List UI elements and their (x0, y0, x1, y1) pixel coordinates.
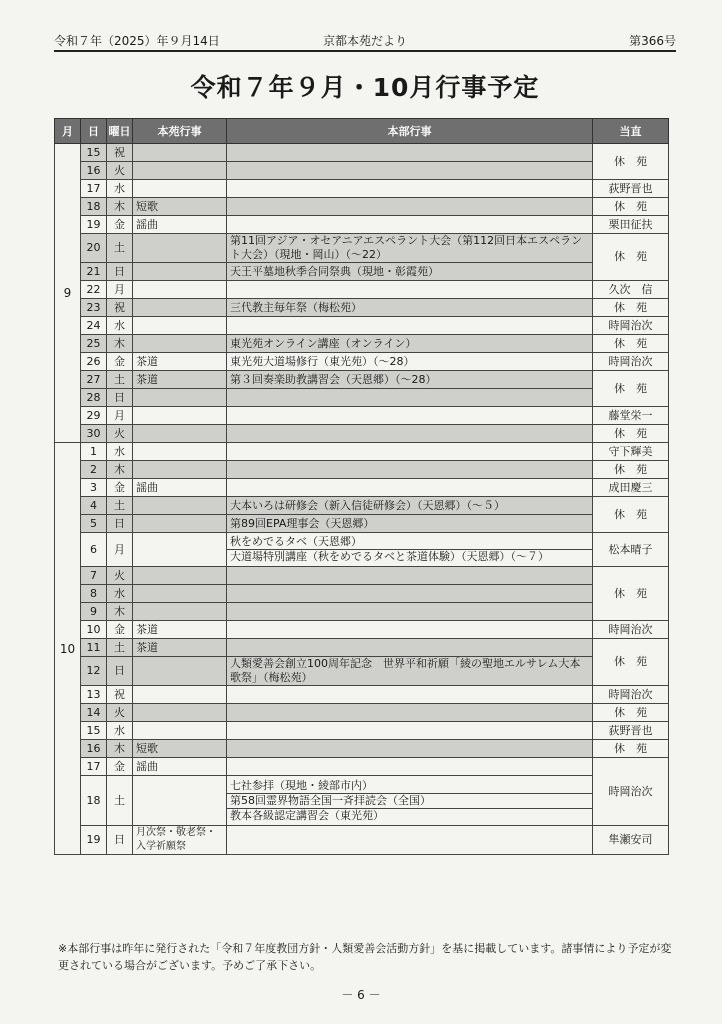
hq-event-cell (227, 585, 593, 603)
weekday-cell: 木 (107, 740, 133, 758)
local-event-cell (133, 461, 227, 479)
day-cell: 15 (81, 144, 107, 162)
day-cell: 27 (81, 371, 107, 389)
table-row (55, 281, 669, 299)
duty-cell: 栗田征扶 (593, 216, 669, 234)
table-row (55, 407, 669, 425)
table-row (55, 639, 669, 657)
hq-event-cell (227, 389, 593, 407)
hq-event-cell (227, 740, 593, 758)
duty-cell: 時岡治次 (593, 621, 669, 639)
day-cell: 17 (81, 758, 107, 776)
hq-event-cell (227, 407, 593, 425)
page-title: 令和７年９月・10月行事予定 (190, 73, 540, 102)
table-row (55, 180, 669, 198)
hq-event-cell (227, 216, 593, 234)
duty-cell: 休 苑 (593, 371, 669, 407)
hq-event: 大本いろは研修会（新入信徒研修会）（天恩郷）（～５） (230, 498, 505, 512)
day-cell: 7 (81, 567, 107, 585)
day-cell: 8 (81, 585, 107, 603)
hq-event-cell (227, 461, 593, 479)
duty-cell: 時岡治次 (593, 353, 669, 371)
table-row (55, 479, 669, 497)
day-cell: 18 (81, 776, 107, 826)
weekday-cell: 日 (107, 263, 133, 281)
issue-date: 令和７年（2025）年９月14日 (54, 34, 220, 48)
page-header (54, 30, 676, 52)
duty-cell: 休 苑 (593, 335, 669, 353)
local-event-cell: 茶道 (133, 371, 227, 389)
hq-event-cell (227, 621, 593, 639)
day-cell: 20 (81, 234, 107, 263)
duty-cell: 松本晴子 (593, 533, 669, 567)
day-cell: 29 (81, 407, 107, 425)
local-event-cell: 謡曲 (133, 758, 227, 776)
local-event-cell (133, 603, 227, 621)
local-event-cell (133, 234, 227, 263)
hq-event: 東光苑オンライン講座（オンライン） (230, 336, 417, 350)
weekday-cell: 金 (107, 353, 133, 371)
local-event-cell (133, 443, 227, 461)
day-cell: 14 (81, 704, 107, 722)
duty-cell: 休 苑 (593, 497, 669, 533)
table-row (55, 776, 669, 826)
day-cell: 11 (81, 639, 107, 657)
weekday-cell: 火 (107, 425, 133, 443)
local-event-cell (133, 425, 227, 443)
weekday-cell: 祝 (107, 144, 133, 162)
weekday-cell: 水 (107, 585, 133, 603)
hq-event: 七社参拝（現地・綾部市内） (230, 778, 373, 792)
schedule-table (54, 118, 669, 855)
col-local-events: 本苑行事 (133, 119, 227, 144)
local-event-cell (133, 263, 227, 281)
hq-event: 三代教主毎年祭（梅松苑） (230, 300, 362, 314)
day-cell: 30 (81, 425, 107, 443)
day-cell: 1 (81, 443, 107, 461)
hq-event-cell (227, 497, 593, 515)
weekday-cell: 日 (107, 515, 133, 533)
day-cell: 16 (81, 740, 107, 758)
hq-event-cell (227, 299, 593, 317)
weekday-cell: 木 (107, 603, 133, 621)
local-event-cell (133, 144, 227, 162)
weekday-cell: 水 (107, 443, 133, 461)
local-event-cell (133, 162, 227, 180)
day-cell: 19 (81, 826, 107, 855)
hq-event-cell (227, 162, 593, 180)
newsletter-name: 京都本苑だより (322, 34, 407, 48)
weekday-cell: 日 (107, 389, 133, 407)
weekday-cell: 水 (107, 317, 133, 335)
duty-cell: 守下輝美 (593, 443, 669, 461)
table-row (55, 567, 669, 585)
hq-event-cell (227, 704, 593, 722)
weekday-cell: 火 (107, 567, 133, 585)
table-row (55, 162, 669, 180)
local-event-cell (133, 686, 227, 704)
local-event-cell (133, 657, 227, 686)
local-event-cell (133, 317, 227, 335)
local-event-cell: 茶道 (133, 621, 227, 639)
hq-event: 第３回奏楽助教講習会（天恩郷）（～28） (230, 372, 437, 386)
day-cell: 28 (81, 389, 107, 407)
table-row (55, 758, 669, 776)
day-cell: 15 (81, 722, 107, 740)
hq-event: 東光苑大道場修行（東光苑）（～28） (230, 354, 415, 368)
hq-event: 第11回アジア・オセアニアエスペラント大会（第112回日本エスペラント大会）（現地・岡山）（～22） (230, 234, 583, 261)
hq-event-cell (227, 758, 593, 776)
hq-event-cell (227, 198, 593, 216)
local-event-cell (133, 335, 227, 353)
page-number: － 6 － (341, 988, 381, 1002)
local-event-cell (133, 585, 227, 603)
day-cell: 10 (81, 621, 107, 639)
hq-event-cell (227, 776, 593, 826)
local-event-cell (133, 722, 227, 740)
weekday-cell: 金 (107, 758, 133, 776)
duty-cell: 隼瀬安司 (593, 826, 669, 855)
duty-cell: 時岡治次 (593, 317, 669, 335)
local-event-cell (133, 567, 227, 585)
day-cell: 22 (81, 281, 107, 299)
weekday-cell: 金 (107, 479, 133, 497)
table-row (55, 389, 669, 407)
duty-cell: 成田慶三 (593, 479, 669, 497)
table-row (55, 686, 669, 704)
weekday-cell: 水 (107, 180, 133, 198)
hq-event-cell (227, 263, 593, 281)
day-cell: 6 (81, 533, 107, 567)
table-row (55, 234, 669, 263)
table-row (55, 740, 669, 758)
local-event-cell (133, 299, 227, 317)
hq-event-cell (227, 353, 593, 371)
local-event-cell: 月次祭・敬老祭・入学祈願祭 (133, 826, 227, 855)
weekday-cell: 土 (107, 234, 133, 263)
hq-event-cell (227, 371, 593, 389)
day-cell: 16 (81, 162, 107, 180)
local-event-cell (133, 497, 227, 515)
local-event-cell (133, 389, 227, 407)
local-event-cell: 茶道 (133, 639, 227, 657)
day-cell: 13 (81, 686, 107, 704)
col-day: 日 (81, 119, 107, 144)
duty-cell: 休 苑 (593, 234, 669, 281)
local-event-cell (133, 776, 227, 826)
day-cell: 19 (81, 216, 107, 234)
hq-event-cell (227, 180, 593, 198)
hq-event-cell (227, 533, 593, 567)
table-row (55, 515, 669, 533)
weekday-cell: 月 (107, 281, 133, 299)
duty-cell: 藤堂栄一 (593, 407, 669, 425)
day-cell: 3 (81, 479, 107, 497)
local-event-cell: 謡曲 (133, 479, 227, 497)
weekday-cell: 土 (107, 639, 133, 657)
table-row (55, 144, 669, 162)
weekday-cell: 水 (107, 722, 133, 740)
duty-cell: 荻野晋也 (593, 722, 669, 740)
table-row (55, 826, 669, 855)
hq-event-cell (227, 567, 593, 585)
weekday-cell: 木 (107, 461, 133, 479)
day-cell: 9 (81, 603, 107, 621)
hq-event: 大道場特別講座（秋をめでるタベと茶道体験）（天恩郷）（～７） (227, 549, 592, 564)
duty-cell: 休 苑 (593, 299, 669, 317)
weekday-cell: 火 (107, 704, 133, 722)
table-row (55, 198, 669, 216)
hq-event-cell (227, 144, 593, 162)
day-cell: 2 (81, 461, 107, 479)
weekday-cell: 日 (107, 826, 133, 855)
hq-event: 人類愛善会創立100周年記念 世界平和祈願「綾の聖地エルサレム大本歌祭」（梅松苑） (230, 657, 581, 684)
table-row (55, 353, 669, 371)
duty-cell: 休 苑 (593, 567, 669, 621)
col-weekday: 曜日 (107, 119, 133, 144)
duty-cell: 休 苑 (593, 704, 669, 722)
hq-event: 天王平墓地秋季合同祭典（現地・彰霞苑） (230, 264, 439, 278)
local-event-cell: 茶道 (133, 353, 227, 371)
weekday-cell: 日 (107, 657, 133, 686)
weekday-cell: 月 (107, 533, 133, 567)
day-cell: 25 (81, 335, 107, 353)
local-event-cell (133, 704, 227, 722)
issue-number: 第366号 (629, 34, 676, 48)
hq-event: 第89回EPA理事会（天恩郷） (230, 516, 375, 530)
day-cell: 4 (81, 497, 107, 515)
duty-cell: 休 苑 (593, 144, 669, 180)
hq-event-cell (227, 603, 593, 621)
header-divider (54, 50, 676, 52)
local-event-cell: 短歌 (133, 740, 227, 758)
hq-event-cell (227, 686, 593, 704)
month-cell: 10 (55, 443, 81, 855)
day-cell: 26 (81, 353, 107, 371)
weekday-cell: 金 (107, 216, 133, 234)
hq-event-cell (227, 515, 593, 533)
table-row (55, 603, 669, 621)
day-cell: 17 (81, 180, 107, 198)
hq-event: 教本各級認定講習会（東光苑） (227, 808, 592, 823)
table-row (55, 371, 669, 389)
local-event-cell (133, 281, 227, 299)
duty-cell: 休 苑 (593, 639, 669, 686)
duty-cell: 荻野晋也 (593, 180, 669, 198)
local-event-cell: 謡曲 (133, 216, 227, 234)
hq-event-cell (227, 425, 593, 443)
table-row (55, 299, 669, 317)
table-row (55, 722, 669, 740)
day-cell: 24 (81, 317, 107, 335)
day-cell: 23 (81, 299, 107, 317)
day-cell: 5 (81, 515, 107, 533)
table-row (55, 533, 669, 567)
weekday-cell: 月 (107, 407, 133, 425)
hq-event-cell (227, 234, 593, 263)
duty-cell: 休 苑 (593, 198, 669, 216)
weekday-cell: 火 (107, 162, 133, 180)
hq-event-cell (227, 657, 593, 686)
table-row (55, 585, 669, 603)
weekday-cell: 木 (107, 335, 133, 353)
weekday-cell: 木 (107, 198, 133, 216)
duty-cell: 休 苑 (593, 461, 669, 479)
hq-event: 秋をめでるタベ（天恩郷） (230, 535, 362, 548)
weekday-cell: 土 (107, 497, 133, 515)
table-row (55, 425, 669, 443)
table-row (55, 461, 669, 479)
day-cell: 12 (81, 657, 107, 686)
local-event-cell (133, 407, 227, 425)
table-row (55, 621, 669, 639)
hq-event-cell (227, 722, 593, 740)
col-duty: 当直 (593, 119, 669, 144)
weekday-cell: 祝 (107, 686, 133, 704)
weekday-cell: 土 (107, 371, 133, 389)
footnote: ※本部行事は昨年に発行された「令和７年度教団方針・人類愛善会活動方針」を基に掲載しています。諸事情により予定が変更されている場合がございます。予めご了承下さい。 (58, 942, 672, 972)
hq-event-cell (227, 826, 593, 855)
day-cell: 18 (81, 198, 107, 216)
col-month: 月 (55, 119, 81, 144)
hq-event: 第58回霊界物語全国一斉拝読会（全国） (227, 793, 592, 808)
hq-event-cell (227, 317, 593, 335)
table-row (55, 335, 669, 353)
hq-event-cell (227, 335, 593, 353)
local-event-cell (133, 533, 227, 567)
local-event-cell (133, 180, 227, 198)
local-event-cell: 短歌 (133, 198, 227, 216)
table-row (55, 704, 669, 722)
month-cell: 9 (55, 144, 81, 443)
local-event-cell (133, 515, 227, 533)
weekday-cell: 金 (107, 621, 133, 639)
table-row (55, 317, 669, 335)
duty-cell: 時岡治次 (593, 758, 669, 826)
duty-cell: 時岡治次 (593, 686, 669, 704)
duty-cell: 久次 信 (593, 281, 669, 299)
table-row (55, 657, 669, 686)
table-row (55, 263, 669, 281)
hq-event-cell (227, 281, 593, 299)
hq-event-cell (227, 479, 593, 497)
hq-event-cell (227, 639, 593, 657)
weekday-cell: 土 (107, 776, 133, 826)
hq-event-cell (227, 443, 593, 461)
table-row (55, 216, 669, 234)
weekday-cell: 祝 (107, 299, 133, 317)
table-row (55, 497, 669, 515)
duty-cell: 休 苑 (593, 425, 669, 443)
duty-cell: 休 苑 (593, 740, 669, 758)
table-header-row (55, 119, 669, 144)
col-hq-events: 本部行事 (227, 119, 593, 144)
table-row (55, 443, 669, 461)
day-cell: 21 (81, 263, 107, 281)
